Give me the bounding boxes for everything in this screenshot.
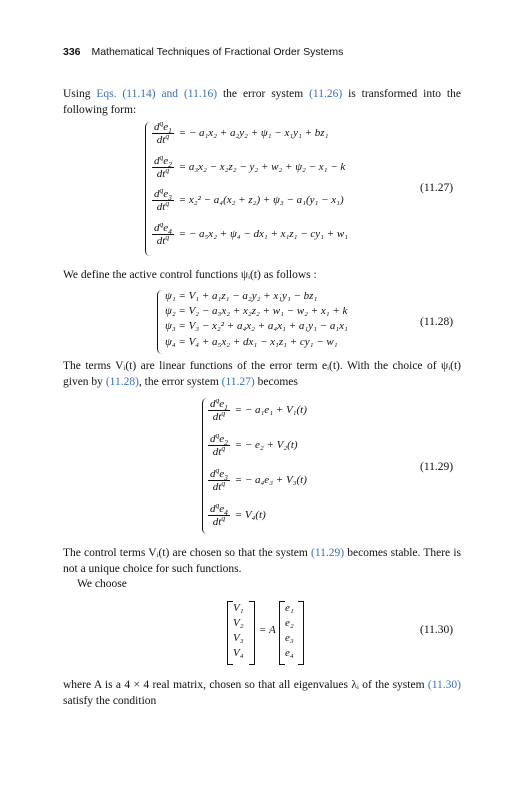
eq-line	[208, 500, 266, 528]
matrix-cell: e₁	[285, 602, 294, 614]
equals-A: = A	[259, 624, 276, 636]
page-number: 336	[63, 46, 81, 58]
eq-line	[208, 430, 298, 458]
eq-line	[152, 219, 349, 247]
eq-ref-link[interactable]: (11.29)	[310, 547, 345, 559]
eq-line	[208, 465, 307, 493]
eq-line: ψ₂ = V₂ − a₃x₂ + x₂z₂ + w₁ − w₂ + x₁ + k	[165, 305, 348, 317]
equation-number: (11.29)	[420, 461, 454, 473]
header-title: Mathematical Techniques of Fractional Order Systems	[91, 46, 344, 58]
eq-line	[152, 185, 344, 213]
text: , the error system	[138, 375, 222, 388]
text: The terms Vᵢ(t) are linear functions of the error term eᵢ(t). With the choice of ψᵢ(t) given by	[63, 360, 461, 388]
paragraph-1	[63, 87, 461, 118]
matrix-cell: e₃	[285, 632, 294, 644]
fraction: $\frac{d^qe_1}{dt^q}$	[210, 395, 228, 423]
eq-text: = − a₅x₂ + ψ₄ − dx₁ + x₁z₁ − cy₁ + w₁	[178, 228, 349, 241]
left-brace	[157, 290, 162, 354]
text: The control terms Vᵢ(t) are chosen so that the system	[63, 547, 311, 559]
eq-text: = − a₁x₂ + a₂y₂ + ψ₁ − x₁y₁ + bz₁	[178, 127, 329, 140]
bracket-right	[298, 601, 304, 665]
text: becomes stable. There is not a unique choice for such functions.	[63, 547, 461, 575]
eq-line: ψ₃ = V₃ − x₂² + a₄x₂ + a₄x₁ + a₁y₁ − a₁x₁	[165, 320, 348, 332]
text: the error system	[217, 88, 310, 100]
text: becomes	[254, 375, 298, 388]
text: is transformed into the following form:	[63, 88, 461, 116]
text: where A is a 4 × 4 real matrix, chosen so that all eigenvalues λᵢ of the system	[63, 679, 428, 691]
eq-text: = a₃x₂ − x₂z₂ − y₂ + w₂ + ψ₂ − x₁ − k	[178, 161, 346, 174]
fraction: $\frac{d^qe_1}{dt^q}$	[154, 118, 172, 146]
matrix-cell: V₄	[233, 647, 244, 659]
left-brace	[145, 122, 150, 256]
matrix-cell: V₂	[233, 617, 244, 629]
paragraph-2: We define the active control functions ψᵢ(t) as follows :	[63, 269, 317, 281]
paragraph-3	[63, 359, 461, 390]
eq-ref-link[interactable]: (11.28)	[105, 375, 139, 388]
matrix-cell: e₄	[285, 647, 294, 659]
paragraph-4	[63, 546, 461, 577]
eq-line: ψ₄ = V₄ + a₅x₂ + dx₁ − x₁z₁ + cy₁ − w₁	[165, 336, 338, 348]
eq-ref-link[interactable]: (11.26)	[309, 88, 343, 100]
eq-ref-link[interactable]: (11.30)	[427, 679, 461, 691]
running-header	[63, 46, 343, 58]
fraction: $\frac{d^qe_3}{dt^q}$	[154, 185, 172, 213]
eq-line	[152, 152, 346, 180]
eq-ref-link[interactable]: (11.27)	[221, 375, 255, 388]
matrix-cell: e₂	[285, 617, 294, 629]
equation-number: (11.28)	[420, 316, 454, 328]
text: satisfy the condition	[63, 694, 157, 707]
eq-text: = − e₂ + V₂(t)	[234, 439, 298, 452]
equation-number: (11.27)	[420, 182, 454, 194]
eq-line	[208, 395, 307, 423]
eq-text: = V₄(t)	[234, 509, 266, 522]
eq-line: ψ₁ = V₁ + a₁z₁ − a₂y₂ + x₁y₁ − bz₁	[165, 290, 318, 302]
bracket-right	[249, 601, 255, 665]
paragraph-5: We choose	[77, 578, 127, 590]
fraction: $\frac{d^qe_4}{dt^q}$	[210, 500, 228, 528]
left-brace	[202, 398, 207, 534]
eq-line	[152, 118, 329, 146]
fraction: $\frac{d^qe_2}{dt^q}$	[154, 152, 172, 180]
matrix-cell: V₁	[233, 602, 244, 614]
text: Using	[63, 88, 97, 100]
eq-text: = − a₄e₃ + V₃(t)	[234, 474, 307, 487]
fraction: $\frac{d^qe_3}{dt^q}$	[210, 465, 228, 493]
paragraph-6	[63, 678, 461, 709]
equation-number: (11.30)	[420, 624, 454, 636]
eq-ref-link[interactable]: Eqs. (11.14) and (11.16)	[96, 88, 218, 100]
eq-text: = − a₁e₁ + V₁(t)	[234, 404, 307, 417]
matrix-cell: V₃	[233, 632, 244, 644]
fraction: $\frac{d^qe_2}{dt^q}$	[210, 430, 228, 458]
fraction: $\frac{d^qe_4}{dt^q}$	[154, 219, 172, 247]
eq-text: = x₂² − a₄(x₂ + z₂) + ψ₃ − a₁(y₁ − x₁)	[178, 194, 344, 207]
